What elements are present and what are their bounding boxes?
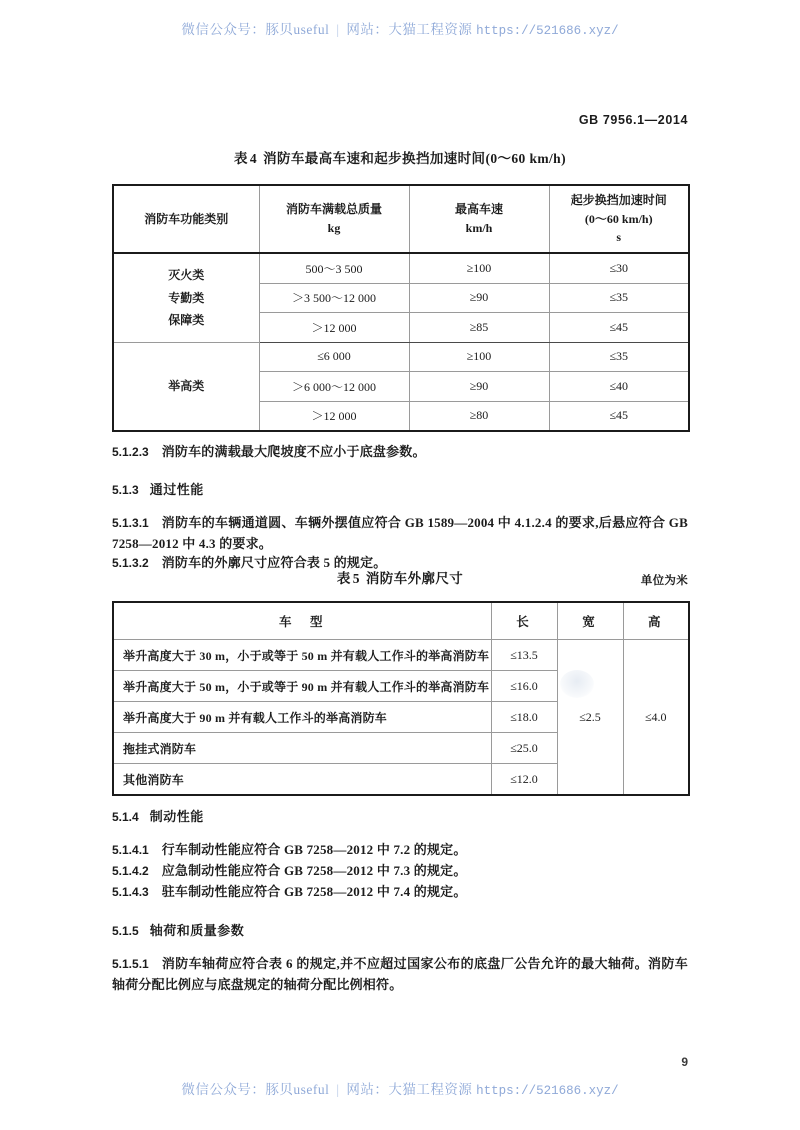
table4-caption (112, 150, 688, 169)
table5-caption-title: 消防车外廓尺寸 (365, 571, 464, 586)
table5-cell-length: ≤25.0 (491, 733, 557, 764)
section-5-1-5-1-index: 5.1.5.1 (112, 957, 149, 971)
table4-header-accel-line1: 起步换挡加速时间 (570, 193, 667, 208)
table4-cell-mass: ＞12 000 (259, 401, 409, 431)
section-5-1-4-3 (112, 881, 688, 902)
table4-header-category: 消防车功能类别 (113, 185, 259, 253)
table4-cell-speed: ≥90 (409, 283, 549, 313)
promo-wechat-value: 豚贝useful (265, 22, 330, 37)
table5-cell-model: 拖挂式消防车 (113, 733, 491, 764)
table5-caption (112, 570, 688, 589)
table4-category-line: 专勤类 (168, 290, 205, 305)
promo-wechat-value-bottom: 豚贝useful (265, 1082, 330, 1097)
promo-url-bottom[interactable]: https://521686.xyz/ (476, 1084, 619, 1098)
table5-cell-length: ≤16.0 (491, 671, 557, 702)
section-5-1-4-index: 5.1.4 (112, 810, 139, 824)
table5-cell-model: 举升高度大于 90 m 并有载人工作斗的举高消防车 (113, 702, 491, 733)
table4-caption-title: 消防车最高车速和起步换挡加速时间(0～60 km/h) (263, 151, 566, 166)
table4-cell-category (113, 342, 259, 431)
table5-cell-length: ≤18.0 (491, 702, 557, 733)
table4-cell-speed: ≥100 (409, 253, 549, 283)
table4-row (113, 253, 689, 283)
table4-body (113, 253, 689, 431)
table5-header-height: 高 (623, 602, 689, 640)
table4-category-line: 举高类 (168, 379, 205, 394)
table4-category-line: 保障类 (168, 312, 205, 327)
table5-cell-height: ≤4.0 (623, 640, 689, 796)
running-head-standard-number: GB 7956.1—2014 (578, 113, 688, 127)
section-5-1-4-2-index: 5.1.4.2 (112, 864, 149, 878)
document-page (0, 58, 800, 1069)
promo-banner-top (0, 18, 800, 38)
table4-caption-number: 4 (249, 151, 258, 166)
promo-site-label-bottom: 网站： (346, 1082, 389, 1097)
table4-cell-speed: ≥85 (409, 313, 549, 343)
table4-cell-mass: ＞3 500～12 000 (259, 283, 409, 313)
table4-header-accel (549, 185, 689, 253)
table5-cell-length: ≤12.0 (491, 764, 557, 796)
table4 (112, 184, 690, 432)
section-5-1-3-heading (112, 479, 688, 498)
table5-cell-model: 举升高度大于 30 m，小于或等于 50 m 并有载人工作斗的举高消防车 (113, 640, 491, 671)
promo-url[interactable]: https://521686.xyz/ (476, 24, 619, 38)
section-5-1-5-title: 轴荷和质量参数 (149, 923, 245, 938)
table4-header-speed-line1: 最高车速 (454, 202, 503, 217)
section-5-1-4-1 (112, 839, 688, 860)
section-5-1-4-2-text: 应急制动性能应符合 GB 7258—2012 中 7.3 的规定。 (161, 863, 467, 878)
section-5-1-3-2-index: 5.1.3.2 (112, 556, 149, 570)
table5-row (113, 640, 689, 671)
section-5-1-4-title: 制动性能 (149, 809, 204, 824)
table4-header-accel-line2: (0～60 km/h) (584, 211, 653, 226)
table5-header-width: 宽 (557, 602, 623, 640)
table4-header-accel-unit: s (616, 230, 622, 245)
table4-header-row (113, 185, 689, 253)
table5 (112, 601, 690, 796)
section-5-1-3-1 (112, 512, 688, 554)
table5-header-model: 车 型 (113, 602, 491, 640)
table4-caption-label: 表 (234, 151, 248, 166)
table4-cell-speed: ≥100 (409, 342, 549, 372)
section-5-1-5-index: 5.1.5 (112, 924, 139, 938)
table5-caption-number: 5 (352, 571, 360, 586)
section-5-1-3-index: 5.1.3 (112, 483, 139, 497)
table5-unit-note: 单位为米 (640, 574, 688, 587)
section-5-1-3-1-index: 5.1.3.1 (112, 516, 149, 530)
section-5-1-4-1-text: 行车制动性能应符合 GB 7258—2012 中 7.2 的规定。 (161, 842, 467, 857)
page-number: 9 (681, 1055, 688, 1069)
table5-header-length: 长 (491, 602, 557, 640)
table5-cell-model: 举升高度大于 50 m，小于或等于 90 m 并有载人工作斗的举高消防车 (113, 671, 491, 702)
section-5-1-3-1-text: 消防车的车辆通道圆、车辆外摆值应符合 GB 1589—2004 中 4.1.2.4 的要求,后悬应符合 GB 7258—2012 中 4.3 的要求。 (112, 515, 688, 552)
section-5-1-4-1-index: 5.1.4.1 (112, 843, 149, 857)
section-5-1-3-2-text: 消防车的外廓尺寸应符合表 5 的规定。 (161, 555, 387, 570)
table4-cell-mass: ＞12 000 (259, 313, 409, 343)
section-5-1-5-1-text: 消防车轴荷应符合表 6 的规定,并不应超过国家公布的底盘厂公告允许的最大轴荷。消防车轴荷分配比例应与底盘规定的轴荷分配比例相符。 (112, 956, 688, 993)
promo-site-label: 网站： (346, 22, 389, 37)
table4-cell-mass: ≤6 000 (259, 342, 409, 372)
promo-wechat-label: 微信公众号： (181, 22, 266, 37)
table4-cell-accel: ≤40 (549, 372, 689, 402)
table4-cell-accel: ≤35 (549, 283, 689, 313)
table4-header-speed (409, 185, 549, 253)
table5-header-row (113, 602, 689, 640)
promo-site-value: 大猫工程资源 (388, 22, 473, 37)
table4-cell-speed: ≥90 (409, 372, 549, 402)
table4-header-mass-unit: kg (327, 221, 341, 235)
promo-separator-bottom: | (336, 1082, 340, 1097)
table4-cell-accel: ≤45 (549, 313, 689, 343)
table4-category-line: 灭火类 (168, 268, 205, 283)
table4-cell-mass: 500～3 500 (259, 253, 409, 283)
table5-cell-length: ≤13.5 (491, 640, 557, 671)
table5-container (112, 601, 688, 796)
promo-banner-bottom (0, 1078, 800, 1098)
section-5-1-5-heading (112, 920, 688, 939)
promo-site-value-bottom: 大猫工程资源 (388, 1082, 473, 1097)
table5-cell-width: ≤2.5 (557, 640, 623, 796)
table4-cell-mass: ＞6 000～12 000 (259, 372, 409, 402)
table4-cell-category (113, 253, 259, 342)
section-5-1-4-heading (112, 806, 688, 825)
section-5-1-5-1 (112, 953, 688, 995)
table4-cell-accel: ≤35 (549, 342, 689, 372)
table4-cell-accel: ≤45 (549, 401, 689, 431)
table5-cell-model: 其他消防车 (113, 764, 491, 796)
section-5-1-2-3-text: 消防车的满载最大爬坡度不应小于底盘参数。 (161, 444, 426, 459)
section-5-1-4-3-text: 驻车制动性能应符合 GB 7258—2012 中 7.4 的规定。 (161, 884, 467, 899)
section-5-1-4-2 (112, 860, 688, 881)
table4-container (112, 184, 688, 432)
table4-header-mass-line1: 消防车满载总质量 (285, 202, 382, 217)
section-5-1-4-3-index: 5.1.4.3 (112, 885, 149, 899)
table5-caption-label: 表 (336, 571, 351, 586)
table4-header-mass (259, 185, 409, 253)
section-5-1-3-title: 通过性能 (149, 482, 204, 497)
promo-wechat-label-bottom: 微信公众号： (181, 1082, 266, 1097)
table4-header-speed-unit: km/h (465, 221, 493, 235)
section-5-1-2-3 (112, 441, 688, 462)
section-5-1-2-3-index: 5.1.2.3 (112, 445, 149, 459)
table5-body (113, 640, 689, 796)
table4-row (113, 342, 689, 372)
table4-cell-speed: ≥80 (409, 401, 549, 431)
table4-cell-accel: ≤30 (549, 253, 689, 283)
promo-separator: | (336, 22, 340, 37)
